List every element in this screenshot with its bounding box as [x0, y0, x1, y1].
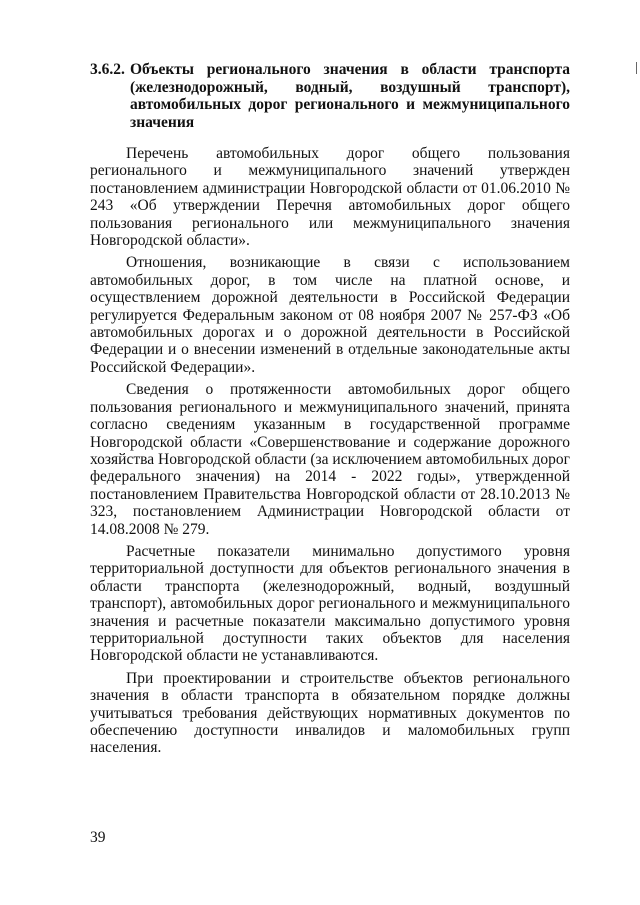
paragraph-road-list: Перечень автомобильных дорог общего пользования регионального и межмуниципального значений утвержден постановлением администрации Новгородской области от 01.06.2010 № 243 «Об утверждении Перечня автомобильных дорог общего пользования регионального или межмуниципального значения Новгородской области». — [90, 145, 570, 250]
section-title: Объекты регионального значения в области транспорта (железнодорожный, водный, воздушный транспорт), автомобильных дорог регионального и межмуниципального значения — [130, 61, 570, 131]
body-text — [90, 145, 570, 762]
page-number: 39 — [90, 829, 106, 846]
paragraph-accessibility: При проектировании и строительстве объектов регионального значения в области транспорта в обязательном порядке должны учитываться требования действующих нормативных документов по обеспечению доступности инвалидов и маломобильных групп населения. — [90, 669, 570, 757]
section-heading — [90, 61, 570, 131]
paragraph-calculated-indicators: Расчетные показатели минимально допустимого уровня территориальной доступности для объектов регионального значения в области транспорта (железнодорожный, водный, воздушный транспорт), автомобильных дорог регионального и межмуниципального значения и расчетные показатели максимально допустимого уровня территориальной доступности таких объектов для населения Новгородской области не устанавливаются. — [90, 542, 570, 665]
paragraph-road-relations: Отношения, возникающие в связи с использованием автомобильных дорог, в том числе на платной основе, и осуществлением дорожной деятельности в Российской Федерации регулируется Федеральным законом от 08 ноября 2007 № 257-ФЗ «Об автомобильных дорогах и о дорожной деятельности в Российской Федерации и о внесении изменений в отдельные законодательные акты Российской Федерации». — [90, 254, 570, 376]
right-edge-mark — [636, 62, 637, 74]
section-number: 3.6.2. — [90, 61, 125, 78]
paragraph-road-length: Сведения о протяженности автомобильных дорог общего пользования регионального и межмуниципального значений, принята согласно сведениям указанным в государственной программе Новгородской области «Совершенствование и содержание дорожного хозяйства Новгородской области (за исключением автомобильных дорог федерального значения) на 2014 - 2022 годы», утвержденной постановлением Правительства Новгородской области от 28.10.2013 № 323, постановлением Администрации Новгородской области от 14.08.2008 № 279. — [90, 381, 570, 538]
